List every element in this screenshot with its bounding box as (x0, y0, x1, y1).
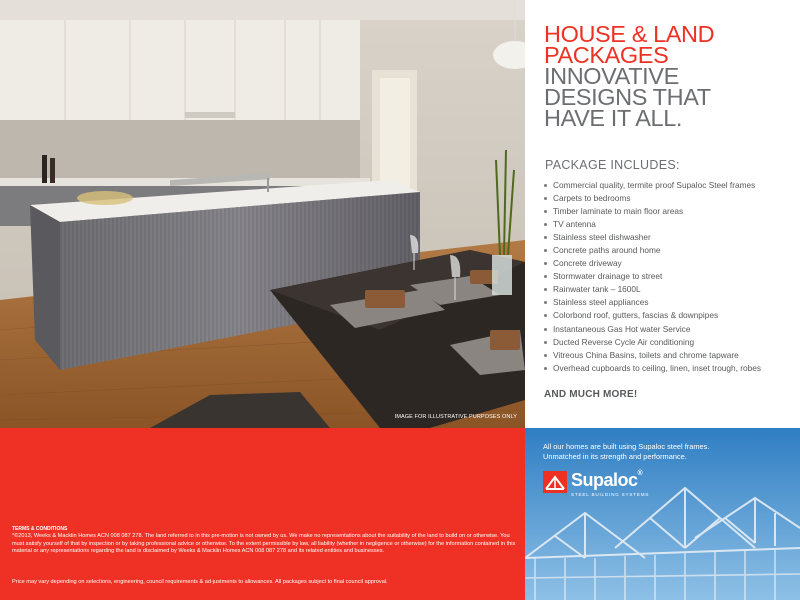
package-list (543, 179, 761, 375)
package-item: TV antenna (543, 218, 761, 231)
headline-line-3: INNOVATIVE (544, 63, 679, 89)
headline-line-5: HAVE IT ALL. (544, 105, 683, 131)
supaloc-logo-mark-icon (543, 471, 567, 493)
package-item: Rainwater tank – 1600L (543, 283, 761, 296)
supaloc-frame-icon (543, 471, 567, 493)
terms-body: *©2013, Weeks & Macklin Homes ACN 008 087 278. The land referred to in this pre-motion is not owned by us. We make no representations about the suitability of the land to build on or otherwise. You must satisfy yourself of that by inspection or by taking professional advice or otherwise. To the extent permissible by law, all liability (whether in negligence or otherwise) for the information contained in this material or any representations regarding the land is disclaimed by Weeks & Macklin Homes ACN 008 087 278 and its related entities and businesses. (12, 533, 516, 555)
headline-line-1: HOUSE & LAND (544, 21, 715, 47)
kitchen-illustration (0, 0, 525, 428)
package-item: Concrete paths around home (543, 244, 761, 257)
price-note: Price may vary depending on selections, engineering, council requirements & ad-justments to allowances. All packages subject to final council approval. (12, 579, 388, 585)
supaloc-tagline-line-1: All our homes are built using Supaloc steel frames. (543, 442, 710, 451)
package-item: Timber laminate to main floor areas (543, 205, 761, 218)
package-item: Ducted Reverse Cycle Air conditioning (543, 336, 761, 349)
package-item: Concrete driveway (543, 257, 761, 270)
supaloc-panel (525, 428, 800, 600)
terms-title: TERMS & CONDITIONS (12, 526, 68, 532)
package-item: Colorbond roof, gutters, fascias & downpipes (543, 309, 761, 322)
package-item: Stormwater drainage to street (543, 270, 761, 283)
package-title: PACKAGE INCLUDES: (545, 158, 680, 172)
package-item: Stainless steel appliances (543, 296, 761, 309)
package-item: Overhead cupboards to ceiling, linen, inset trough, robes (543, 362, 761, 375)
and-much-more: AND MUCH MORE! (544, 389, 638, 400)
supaloc-tagline (543, 442, 709, 461)
kitchen-hero-image (0, 0, 525, 428)
supaloc-logo-subtitle: STEEL BUILDING SYSTEMS (571, 492, 650, 497)
supaloc-logo-word-text: Supaloc (571, 470, 638, 490)
package-item: Carpets to bedrooms (543, 192, 761, 205)
supaloc-tagline-line-2: Unmatched in its strength and performance. (543, 451, 687, 461)
headline (544, 21, 715, 131)
package-item: Vitreous China Basins, toilets and chrome tapware (543, 349, 761, 362)
package-item: Instantaneous Gas Hot water Service (543, 323, 761, 336)
supaloc-logo-word (571, 470, 642, 491)
package-item: Commercial quality, termite proof Supaloc Steel frames (543, 179, 761, 192)
headline-line-2: PACKAGES (544, 42, 669, 68)
headline-line-4: DESIGNS THAT (544, 84, 711, 110)
package-column (525, 0, 800, 428)
illustrative-disclaimer: IMAGE FOR ILLUSTRATIVE PURPOSES ONLY (394, 414, 517, 420)
terms-panel (0, 428, 525, 600)
supaloc-registered-mark: ® (637, 470, 643, 477)
package-item: Stainless steel dishwasher (543, 231, 761, 244)
